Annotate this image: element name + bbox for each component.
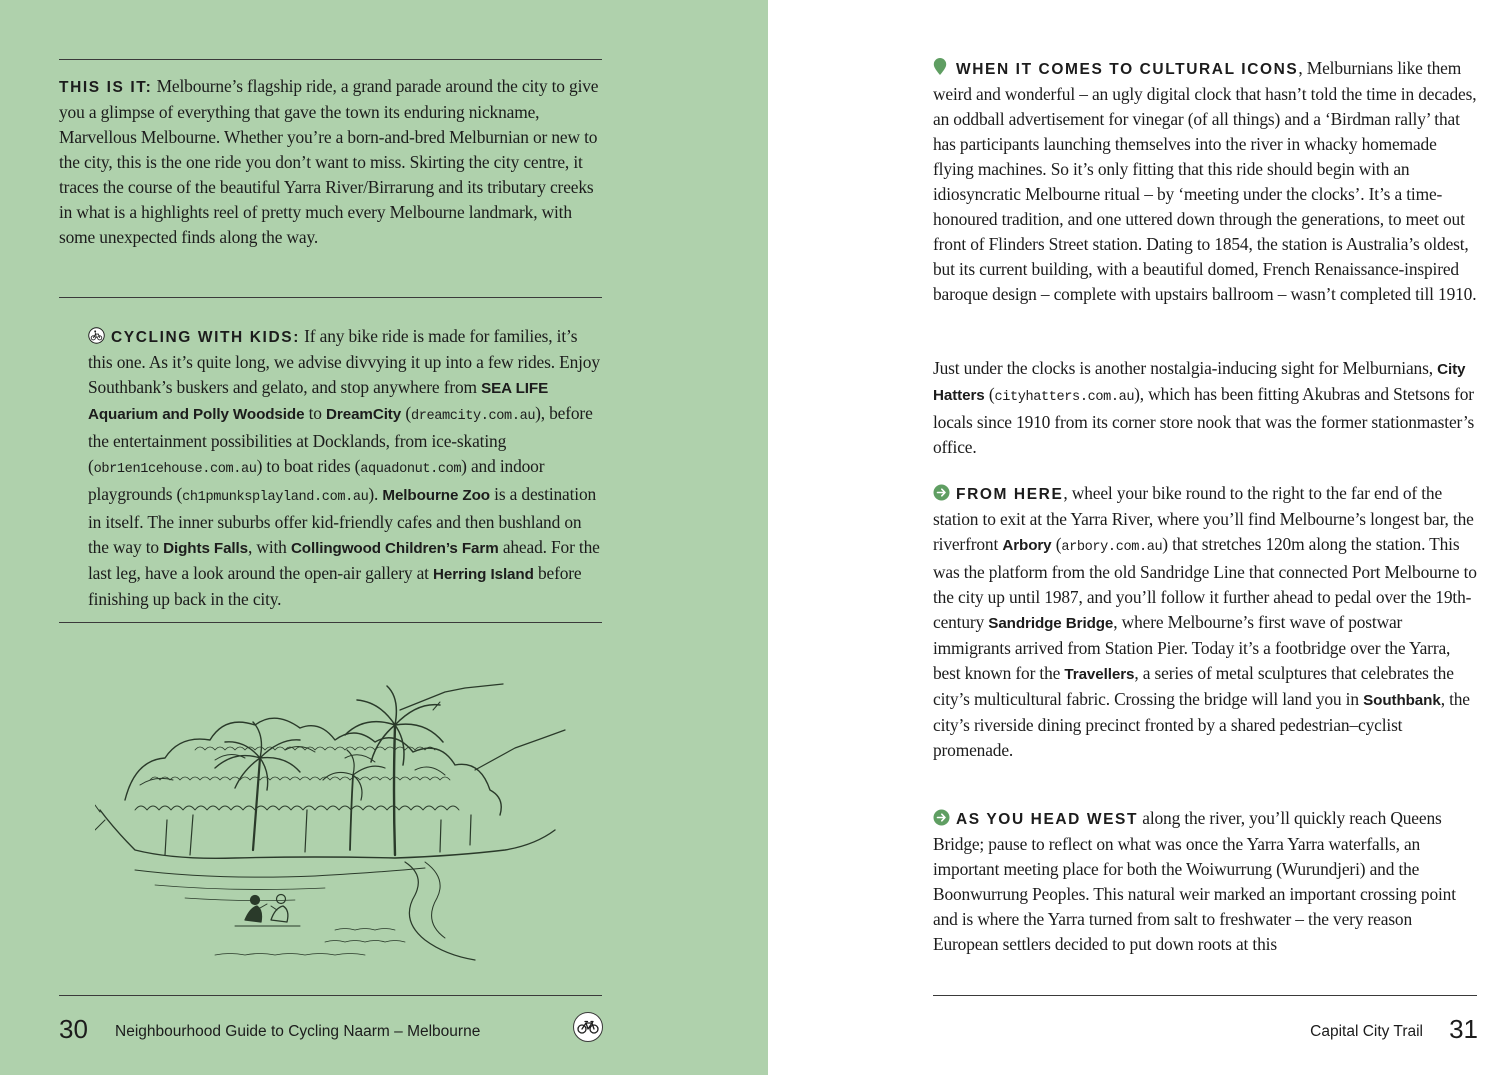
intro-paragraph: THIS IS IT: Melbourne’s flagship ride, a grand parade around the city to give you a glimpse of everything that gave the town its enduring nickname, Marvellous Melbourne. Whether you’re a born-and-bred Melburnian or new to the city, this is the one ride you don’t want to miss. Skirting the city centre, it traces the course of the beautiful Yarra River/Birrarung and its tributary creeks in what is a highlights reel of pretty much every Melbourne landmark, with some unexpected finds along the way. xyxy=(59,76,599,247)
place-herring-island: Herring Island xyxy=(433,566,534,583)
bottom-rule-left xyxy=(59,995,602,996)
arrow-right-circle-icon xyxy=(933,483,950,500)
place-sandridge-bridge: Sandridge Bridge xyxy=(988,615,1114,632)
chapter-title: Capital City Trail xyxy=(1310,1023,1423,1040)
family-bike-icon xyxy=(88,326,105,343)
river-park-illustration xyxy=(95,680,575,965)
right-page xyxy=(768,0,1512,1075)
intro-lead: THIS IS IT: xyxy=(59,79,153,96)
bicycle-icon xyxy=(573,1012,603,1042)
top-rule-left xyxy=(59,59,602,60)
url-chipmunks[interactable]: ch1pmunksplayland.com.au xyxy=(182,490,369,505)
url-aquadonut[interactable]: aquadonut.com xyxy=(360,462,462,477)
place-sea-life: SEA LIFE Aquarium and Polly Woodside xyxy=(88,380,549,423)
place-southbank: Southbank xyxy=(1363,692,1441,709)
place-arbory: Arbory xyxy=(1002,537,1052,554)
kids-paragraph: CYCLING WITH KIDS: If any bike ride is made for families, it’s this one. As it’s quite long, we advise divvying it up into a few rides. Enjoy Southbank’s buskers and gelato, and stop anywhere from SEA LIFE Aquarium and Polly Woodside to DreamCity (dreamcity.com.au), before the entertainment possibilities at Docklands, from ice-skating (obr1en1cehouse.com.au) to boat rides (aquadonut.com) and indoor playgrounds (ch1pmunksplayland.com.au). Melbourne Zoo is a destination in itself. The inner suburbs offer kid-friendly cafes and then bushland on the way to Dights Falls, with Collingwood Children’s Farm ahead. For the last leg, have a look around the open-air gallery at Herring Island before finishing up back in the city. xyxy=(88,326,600,609)
book-title: Neighbourhood Guide to Cycling Naarm – Melbourne xyxy=(115,1023,481,1040)
url-dreamcity[interactable]: dreamcity.com.au xyxy=(410,409,536,424)
bottom-rule-right xyxy=(933,995,1477,996)
url-icehouse[interactable]: obr1en1cehouse.com.au xyxy=(93,462,257,477)
location-pin-icon xyxy=(933,58,947,75)
rule-after-kids xyxy=(59,622,602,623)
place-dights-falls: Dights Falls xyxy=(163,540,249,557)
page-number-left: 30 xyxy=(59,1014,88,1044)
url-arbory[interactable]: arbory.com.au xyxy=(1061,540,1163,555)
cultural-icons-paragraph: WHEN IT COMES TO CULTURAL ICONS, Melburnians like them weird and wonderful – an ugly digital clock that hasn’t told the time in decades, an oddball advertisement for vinegar (of all things) and a ‘Birdman rally’ that has participants launching themselves into the river in whacky homemade flying machines. So it’s only fitting that this ride should begin with an idiosyncratic Melbourne ritual – by ‘meeting under the clocks’. It’s a time-honoured tradition, and one uttered down through the generations, to meet out front of Flinders Street station. Dating to 1854, the station is Australia’s oldest, but its current building, with a beautiful domed, French Renaissance-inspired baroque design – complete with upstairs ballroom – wasn’t completed till 1910. xyxy=(933,58,1477,304)
arrow-right-circle-icon xyxy=(933,808,950,825)
from-here-lead: FROM HERE xyxy=(956,486,1064,503)
place-travellers: Travellers xyxy=(1064,666,1135,683)
place-collingwood-farm: Collingwood Children’s Farm xyxy=(290,540,499,557)
head-west-paragraph: AS YOU HEAD WEST along the river, you’ll quickly reach Queens Bridge; pause to reflect on what was once the Yarra Yarra waterfalls, an important meeting place for both the Woiwurrung (Wurundjeri) and the Boonwurrung Peoples. This natural weir marked an important crossing point and is where the Yarra turned from salt to freshwater – the very reason European settlers decided to put down roots at this xyxy=(933,808,1456,954)
place-city-hatters: City Hatters xyxy=(933,361,1466,404)
page-number-right: 31 xyxy=(1449,1014,1478,1044)
cultural-icons-lead: WHEN IT COMES TO CULTURAL ICONS xyxy=(956,61,1299,78)
kids-lead: CYCLING WITH KIDS: xyxy=(111,329,300,346)
city-hatters-paragraph: Just under the clocks is another nostalgia-inducing sight for Melburnians, City Hatters (cityhatters.com.au), which has been fitting Akubras and Stetsons for locals since 1910 from its corner store nook that was the former stationmaster’s office. xyxy=(933,358,1475,457)
place-melbourne-zoo: Melbourne Zoo xyxy=(382,487,490,504)
head-west-lead: AS YOU HEAD WEST xyxy=(956,811,1139,828)
place-dreamcity: DreamCity xyxy=(326,406,402,423)
from-here-paragraph: FROM HERE, wheel your bike round to the right to the far end of the station to exit at the Yarra River, where you’ll find Melbourne’s longest bar, the riverfront Arbory (arbory.com.au) that stretches 120m along the station. This was the platform from the old Sandridge Line that connected Port Melbourne to the city up until 1987, and you’ll follow it further ahead to pedal over the 19th-century Sandridge Bridge, where Melbourne’s first wave of postwar immigrants arrived from Station Pier. Today it’s a footbridge over the Yarra, best known for the Travellers, a series of metal sculptures that celebrates the city’s multicultural fabric. Crossing the bridge will land you in Southbank, the city’s riverside dining precinct fronted by a shared pedestrian–cyclist promenade. xyxy=(933,483,1477,760)
rule-after-intro xyxy=(59,297,602,298)
url-cityhatters[interactable]: cityhatters.com.au xyxy=(994,390,1135,405)
